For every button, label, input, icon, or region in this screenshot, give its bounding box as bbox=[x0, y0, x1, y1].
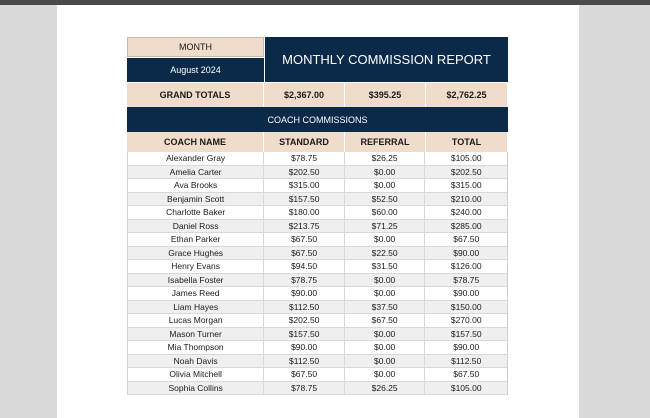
referral-cell[interactable]: $22.50 bbox=[345, 247, 426, 260]
standard-cell[interactable]: $67.50 bbox=[264, 233, 345, 246]
table-row[interactable] bbox=[128, 355, 507, 369]
total-cell[interactable]: $285.00 bbox=[450, 220, 482, 231]
referral-cell[interactable]: $26.25 bbox=[345, 382, 426, 395]
standard-cell[interactable]: $90.00 bbox=[264, 287, 345, 300]
total-cell[interactable]: $78.75 bbox=[453, 274, 480, 285]
total-cell[interactable]: $150.00 bbox=[450, 301, 482, 312]
total-cell[interactable]: $270.00 bbox=[450, 315, 482, 326]
coach-name-cell[interactable]: Isabella Foster bbox=[128, 274, 264, 287]
table-row[interactable] bbox=[128, 287, 507, 301]
referral-cell[interactable]: $0.00 bbox=[345, 233, 426, 246]
standard-cell[interactable]: $315.00 bbox=[264, 179, 345, 192]
referral-cell[interactable]: $67.50 bbox=[345, 314, 426, 327]
coach-name-cell[interactable]: Grace Hughes bbox=[128, 247, 264, 260]
report-title: MONTHLY COMMISSION REPORT bbox=[264, 37, 508, 82]
referral-cell[interactable]: $0.00 bbox=[345, 287, 426, 300]
total-cell[interactable]: $315.00 bbox=[450, 180, 482, 191]
total-cell[interactable]: $126.00 bbox=[450, 261, 482, 272]
column-header-standard: STANDARD bbox=[264, 132, 345, 152]
table-row[interactable] bbox=[128, 233, 507, 247]
table-row[interactable] bbox=[128, 341, 507, 355]
table-row[interactable] bbox=[128, 274, 507, 288]
total-cell[interactable]: $90.00 bbox=[453, 342, 480, 353]
table-row[interactable] bbox=[128, 152, 507, 166]
standard-cell[interactable]: $202.50 bbox=[264, 166, 345, 179]
referral-cell[interactable]: $0.00 bbox=[345, 166, 426, 179]
total-cell[interactable]: $90.00 bbox=[453, 288, 480, 299]
standard-cell[interactable]: $213.75 bbox=[264, 220, 345, 233]
coach-name-cell[interactable]: James Reed bbox=[128, 287, 264, 300]
coach-name-cell[interactable]: Ava Brooks bbox=[128, 179, 264, 192]
referral-cell[interactable]: $71.25 bbox=[345, 220, 426, 233]
column-header-row bbox=[127, 132, 508, 152]
standard-cell[interactable]: $78.75 bbox=[264, 274, 345, 287]
table-row[interactable] bbox=[128, 166, 507, 180]
table-row[interactable] bbox=[128, 206, 507, 220]
coach-name-cell[interactable]: Ethan Parker bbox=[128, 233, 264, 246]
coach-name-cell[interactable]: Daniel Ross bbox=[128, 220, 264, 233]
standard-cell[interactable]: $112.50 bbox=[264, 301, 345, 314]
coach-name-cell[interactable]: Mason Turner bbox=[128, 328, 264, 341]
coach-name-cell[interactable]: Noah Davis bbox=[128, 355, 264, 368]
coach-name-cell[interactable]: Amelia Carter bbox=[128, 166, 264, 179]
grand-totals-row bbox=[127, 82, 508, 107]
grand-total-total: $2,762.25 bbox=[426, 83, 508, 107]
table-row[interactable] bbox=[128, 382, 507, 396]
coach-name-cell[interactable]: Alexander Gray bbox=[128, 152, 264, 165]
month-label: MONTH bbox=[127, 37, 264, 57]
standard-cell[interactable]: $78.75 bbox=[264, 152, 345, 165]
referral-cell[interactable]: $37.50 bbox=[345, 301, 426, 314]
standard-cell[interactable]: $94.50 bbox=[264, 260, 345, 273]
coach-name-cell[interactable]: Henry Evans bbox=[128, 260, 264, 273]
total-cell[interactable]: $90.00 bbox=[453, 247, 480, 258]
month-block bbox=[127, 37, 264, 82]
coach-name-cell[interactable]: Charlotte Baker bbox=[128, 206, 264, 219]
referral-cell[interactable]: $0.00 bbox=[345, 368, 426, 381]
total-cell[interactable]: $157.50 bbox=[450, 328, 482, 339]
referral-cell[interactable]: $60.00 bbox=[345, 206, 426, 219]
standard-cell[interactable]: $67.50 bbox=[264, 368, 345, 381]
table-row[interactable] bbox=[128, 193, 507, 207]
month-value[interactable]: August 2024 bbox=[127, 57, 264, 82]
total-cell[interactable]: $240.00 bbox=[450, 207, 482, 218]
standard-cell[interactable]: $112.50 bbox=[264, 355, 345, 368]
standard-cell[interactable]: $90.00 bbox=[264, 341, 345, 354]
grand-totals-label: GRAND TOTALS bbox=[127, 83, 264, 107]
table-row[interactable] bbox=[128, 220, 507, 234]
column-header-coach-name: COACH NAME bbox=[127, 132, 264, 152]
commission-report-table bbox=[127, 37, 508, 395]
total-cell[interactable]: $202.50 bbox=[450, 166, 482, 177]
referral-cell[interactable]: $0.00 bbox=[345, 355, 426, 368]
referral-cell[interactable]: $0.00 bbox=[345, 274, 426, 287]
standard-cell[interactable]: $202.50 bbox=[264, 314, 345, 327]
coach-name-cell[interactable]: Liam Hayes bbox=[128, 301, 264, 314]
total-cell[interactable]: $210.00 bbox=[450, 193, 482, 204]
grand-total-standard: $2,367.00 bbox=[264, 83, 345, 107]
referral-cell[interactable]: $0.00 bbox=[345, 341, 426, 354]
referral-cell[interactable]: $31.50 bbox=[345, 260, 426, 273]
coach-name-cell[interactable]: Benjamin Scott bbox=[128, 193, 264, 206]
section-title: COACH COMMISSIONS bbox=[127, 107, 508, 132]
report-header bbox=[127, 37, 508, 82]
referral-cell[interactable]: $0.00 bbox=[345, 179, 426, 192]
column-header-referral: REFERRAL bbox=[345, 132, 426, 152]
referral-cell[interactable]: $52.50 bbox=[345, 193, 426, 206]
coach-name-cell[interactable]: Mia Thompson bbox=[128, 341, 264, 354]
total-cell[interactable]: $67.50 bbox=[453, 234, 480, 245]
coach-name-cell[interactable]: Sophia Collins bbox=[128, 382, 264, 395]
coach-rows bbox=[127, 152, 508, 395]
total-cell[interactable]: $67.50 bbox=[453, 369, 480, 380]
standard-cell[interactable]: $157.50 bbox=[264, 328, 345, 341]
table-row[interactable] bbox=[128, 314, 507, 328]
table-row[interactable] bbox=[128, 328, 507, 342]
referral-cell[interactable]: $0.00 bbox=[345, 328, 426, 341]
table-row[interactable] bbox=[128, 247, 507, 261]
table-row[interactable] bbox=[128, 260, 507, 274]
standard-cell[interactable]: $157.50 bbox=[264, 193, 345, 206]
referral-cell[interactable]: $26.25 bbox=[345, 152, 426, 165]
coach-name-cell[interactable]: Olivia Mitchell bbox=[128, 368, 264, 381]
table-row[interactable] bbox=[128, 368, 507, 382]
table-row[interactable] bbox=[128, 301, 507, 315]
total-cell[interactable]: $112.50 bbox=[451, 355, 482, 366]
coach-name-cell[interactable]: Lucas Morgan bbox=[128, 314, 264, 327]
document-page bbox=[57, 5, 579, 418]
total-cell[interactable]: $105.00 bbox=[450, 153, 482, 164]
table-row[interactable] bbox=[128, 179, 507, 193]
standard-cell[interactable]: $78.75 bbox=[264, 382, 345, 395]
standard-cell[interactable]: $67.50 bbox=[264, 247, 345, 260]
standard-cell[interactable]: $180.00 bbox=[264, 206, 345, 219]
grand-total-referral: $395.25 bbox=[345, 83, 426, 107]
column-header-total: TOTAL bbox=[426, 132, 508, 152]
total-cell[interactable]: $105.00 bbox=[450, 382, 482, 393]
